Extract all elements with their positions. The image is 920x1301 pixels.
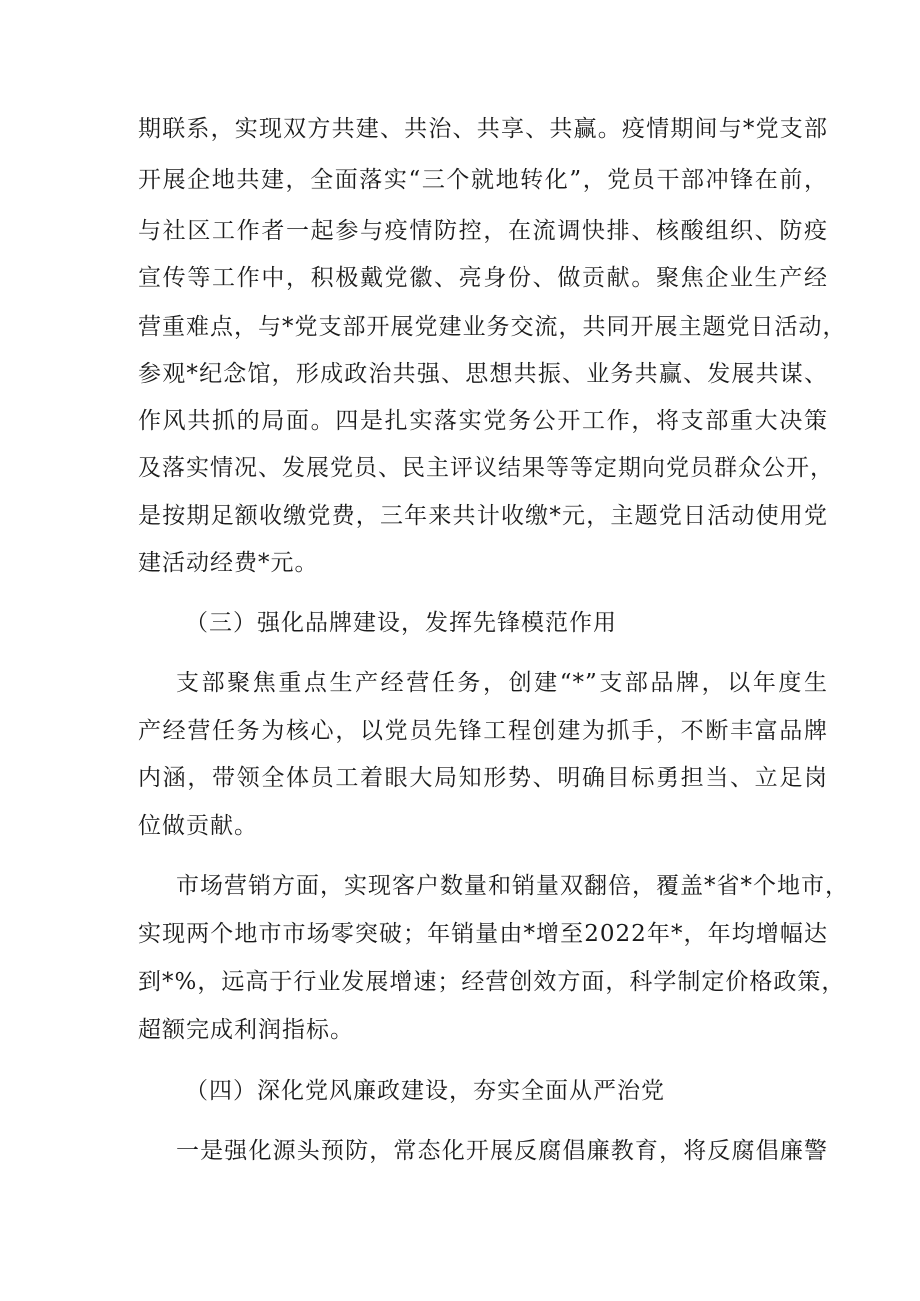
paragraph-line: 实现两个地市市场零突破；年销量由*增至2022年*，年均增幅达 [138, 921, 828, 947]
paragraph-line: 位做贡献。 [138, 813, 258, 839]
section-heading-4: （四）深化党风廉政建设，夯实全面从严治党 [185, 1078, 665, 1104]
paragraph-line: 超额完成利润指标。 [138, 1017, 354, 1043]
paragraph-line: 宣传等工作中，积极戴党徽、亮身份、做贡献。聚焦企业生产经 [138, 265, 828, 291]
paragraph-line: 产经营任务为核心，以党员先锋工程创建为抓手，不断丰富品牌 [138, 718, 828, 744]
paragraph-line: 及落实情况、发展党员、民主评议结果等等定期向党员群众公开， [138, 455, 834, 481]
paragraph-line: 作风共抓的局面。四是扎实落实党务公开工作，将支部重大决策 [138, 408, 828, 434]
paragraph-line: 市场营销方面，实现客户数量和销量双翻倍，覆盖*省*个地市， [176, 873, 849, 899]
section-heading-3: （三）强化品牌建设，发挥先锋模范作用 [185, 610, 617, 636]
paragraph-line: 建活动经费*元。 [138, 550, 319, 576]
paragraph-line: 支部聚焦重点生产经营任务，创建“*”支部品牌，以年度生 [176, 670, 828, 696]
paragraph-line: 与社区工作者一起参与疫情防控，在流调快排、核酸组织、防疫 [138, 218, 828, 244]
paragraph-line: 期联系，实现双方共建、共治、共享、共赢。疫情期间与*党支部 [138, 116, 828, 142]
paragraph-line: 参观*纪念馆，形成政治共强、思想共振、业务共赢、发展共谋、 [138, 361, 828, 387]
paragraph-line: 一是强化源头预防，常态化开展反腐倡廉教育，将反腐倡廉警 [176, 1138, 828, 1164]
paragraph-line: 是按期足额收缴党费，三年来共计收缴*元，主题党日活动使用党 [138, 503, 828, 529]
paragraph-line: 营重难点，与*党支部开展党建业务交流，共同开展主题党日活动， [138, 314, 847, 340]
paragraph-line: 内涵，带领全体员工着眼大局知形势、明确目标勇担当、立足岗 [138, 765, 828, 791]
paragraph-line: 开展企地共建，全面落实“三个就地转化”，党员干部冲锋在前， [138, 167, 828, 193]
paragraph-line: 到*%，远高于行业发展增速；经营创效方面，科学制定价格政策， [138, 969, 846, 995]
